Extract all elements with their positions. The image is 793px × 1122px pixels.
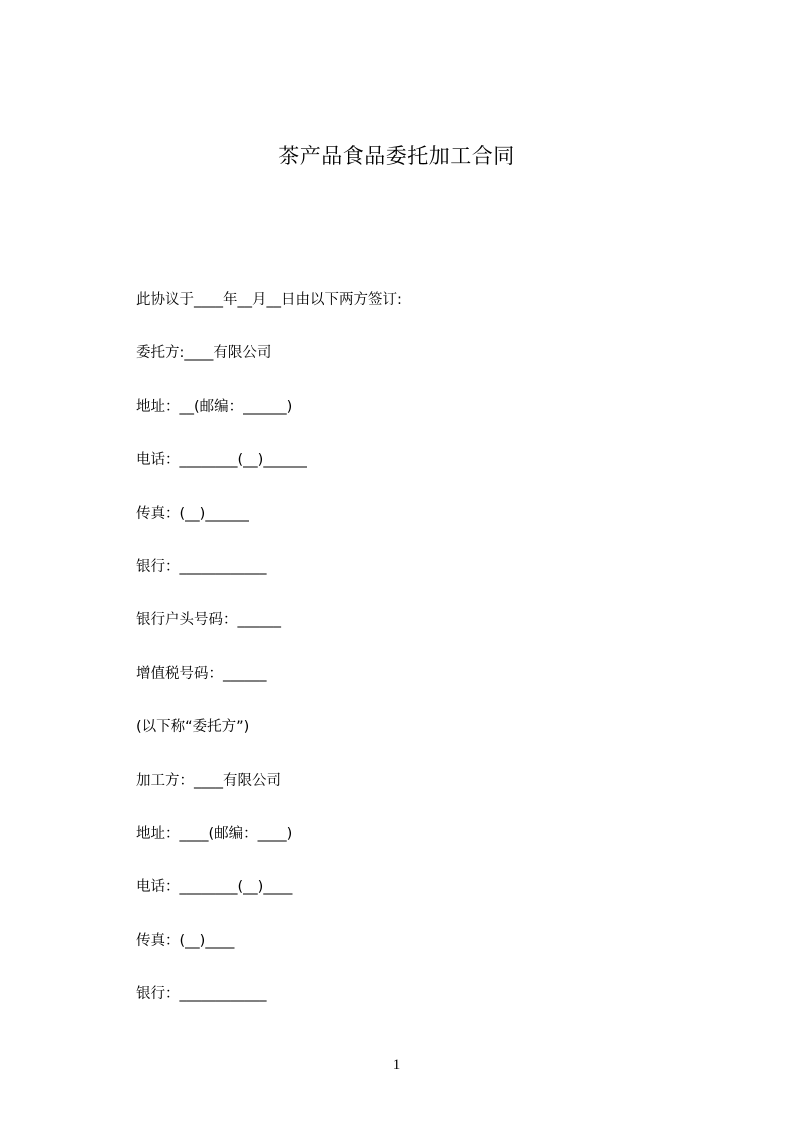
client-address-line: 地址：__(邮编：______) bbox=[136, 398, 293, 415]
client-vat-number-line: 增值税号码：______ bbox=[136, 665, 267, 682]
client-bank-account-line: 银行户头号码：______ bbox=[136, 612, 281, 629]
client-fax-line: 传真：(__)______ bbox=[136, 505, 249, 522]
client-phone-line: 电话：________(__)______ bbox=[136, 452, 307, 469]
client-designation-line: (以下称“委托方”) bbox=[136, 719, 250, 736]
agreement-date-line: 此协议于____年__月__日由以下两方签订: bbox=[136, 292, 402, 308]
processor-fax-line: 传真：(__)____ bbox=[136, 932, 235, 949]
processor-phone-line: 电话：________(__)____ bbox=[136, 879, 293, 896]
processor-name-line: 加工方：____有限公司 bbox=[136, 772, 281, 789]
contract-party-info bbox=[136, 288, 736, 1035]
processor-address-line: 地址：____(邮编：____) bbox=[136, 825, 293, 842]
page-number: 1 bbox=[392, 1057, 401, 1073]
client-name-line: 委托方:____有限公司 bbox=[136, 345, 272, 362]
processor-bank-line: 银行：____________ bbox=[136, 986, 267, 1003]
document-title: 茶产品食品委托加工合同 bbox=[278, 144, 515, 168]
client-bank-line: 银行：____________ bbox=[136, 558, 267, 575]
